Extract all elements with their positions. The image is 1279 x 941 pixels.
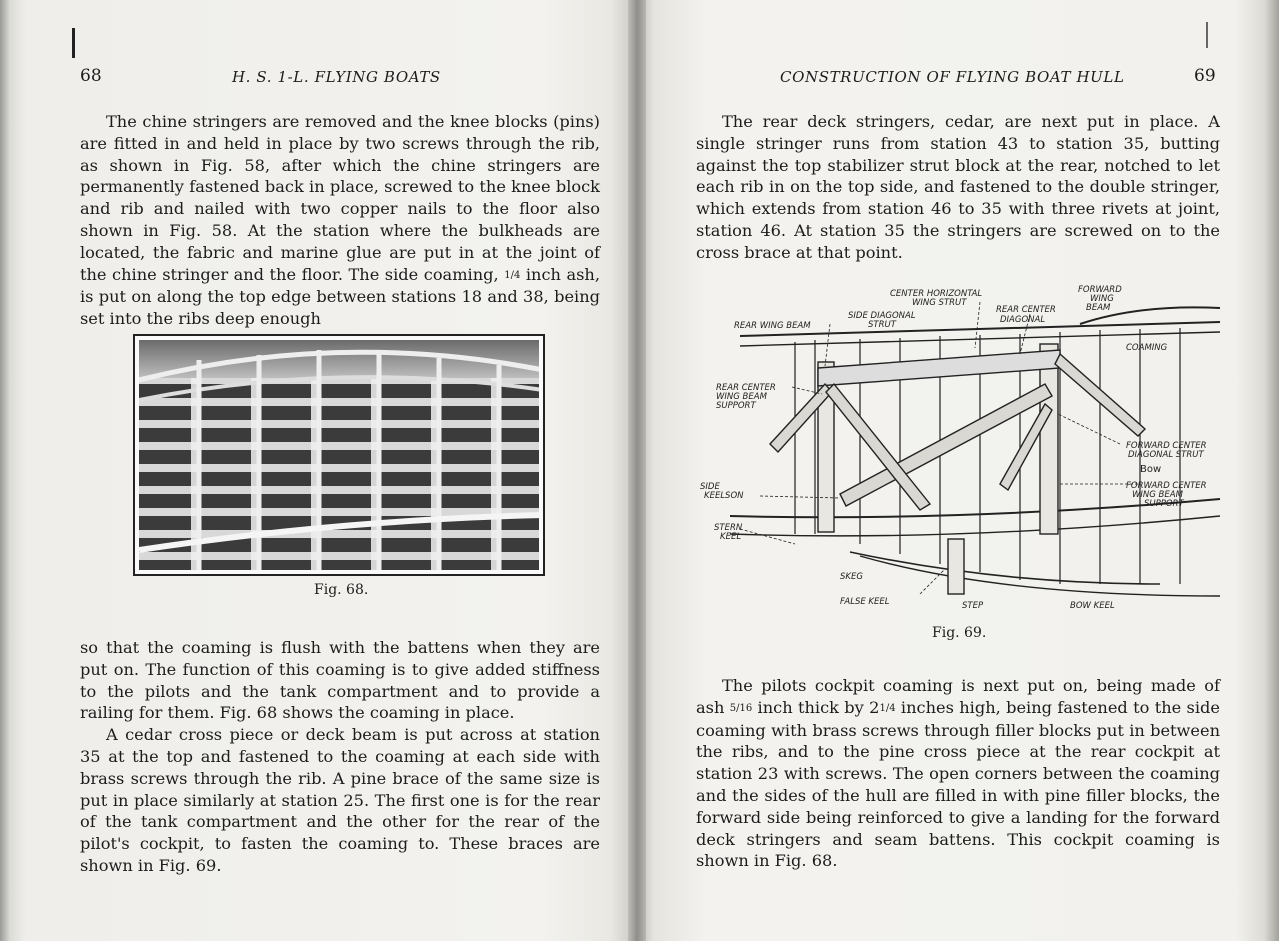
label-wing-beam: WING BEAM bbox=[716, 392, 767, 402]
running-head-left: H. S. 1-L. FLYING BOATS bbox=[232, 68, 441, 86]
fraction: 5/16 bbox=[729, 702, 753, 714]
page-number-right: 69 bbox=[1194, 66, 1216, 86]
left-para2-text: so that the coaming is flush with the battens when they are put on. The function of this coaming is to give added stiffness to the pilots and the tank compartment and to provide a railing for them. Fig. 68 shows the coaming in place. bbox=[80, 638, 600, 723]
label-wing-strut: WING STRUT bbox=[912, 298, 967, 308]
label-diagonal-strut: DIAGONAL STRUT bbox=[1128, 450, 1204, 460]
fraction: 1/4 bbox=[879, 702, 896, 714]
label-side: SIDE bbox=[700, 482, 720, 492]
left-paragraph-1 bbox=[80, 111, 600, 330]
label-rear-wing-beam: REAR WING BEAM bbox=[734, 321, 811, 331]
label-forward-center-2: FORWARD CENTER bbox=[1126, 481, 1207, 491]
label-stern: STERN bbox=[714, 523, 743, 533]
left-para1-end: inch ash, is put on along the top edge between stations 18 and 38, being set into the ribs deep enough bbox=[80, 264, 600, 329]
right-paragraph-2 bbox=[696, 675, 1220, 872]
label-skeg: SKEG bbox=[840, 572, 863, 582]
label-keelson: KEELSON bbox=[704, 491, 744, 501]
label-step: STEP bbox=[962, 601, 984, 611]
hull-framework-image bbox=[139, 340, 539, 570]
running-head-right: CONSTRUCTION OF FLYING BOAT HULL bbox=[780, 68, 1125, 86]
label-wing: WING bbox=[1090, 294, 1114, 304]
left-para3-text: A cedar cross piece or deck beam is put across at station 35 at the top and fastened to the coaming at each side with brass screws through the rib. A pine brace of the same size is put in place similarly at station 25. The first one is for the rear of the tank compartment and the other for the rear of the pilot's cockpit, to fasten the coaming to. These braces are shown in Fig. 69. bbox=[80, 725, 600, 875]
right-para1-text: The rear deck stringers, cedar, are next put in place. A single stringer runs from station 43 to station 35, butting against the top stabilizer strut block at the rear, notched to let each rib in on the top side, and fastened to the double stringer, which extends from station 46 to 35 with three rivets at joint, station 46. At station 35 the stringers are screwed on to the cross brace at that point. bbox=[696, 112, 1220, 262]
label-forward: FORWARD bbox=[1078, 285, 1122, 295]
label-forward-center: FORWARD CENTER bbox=[1126, 441, 1207, 451]
label-strut: STRUT bbox=[868, 320, 896, 330]
label-keel: KEEL bbox=[720, 532, 742, 542]
label-coaming: COAMING bbox=[1126, 343, 1168, 353]
figure-68-caption: Fig. 68. bbox=[314, 582, 369, 598]
figure-69-diagram bbox=[700, 284, 1230, 614]
label-rear-center-2: REAR CENTER bbox=[716, 383, 776, 393]
right-para2-mid: inch thick by 2 bbox=[757, 697, 880, 717]
left-paragraph-2 bbox=[80, 637, 600, 877]
scan-mark bbox=[72, 28, 75, 58]
label-support: SUPPORT bbox=[716, 401, 756, 411]
photo-framework-lines bbox=[139, 340, 539, 570]
label-side-diagonal: SIDE DIAGONAL bbox=[848, 311, 916, 321]
scan-mark bbox=[1206, 22, 1208, 48]
label-wing-beam-2: WING BEAM bbox=[1132, 490, 1183, 500]
label-center-horizontal: CENTER HORIZONTAL bbox=[890, 289, 983, 299]
page-number-left: 68 bbox=[80, 66, 102, 86]
right-paragraph-1 bbox=[696, 111, 1220, 264]
figure-69-caption: Fig. 69. bbox=[932, 625, 987, 641]
figure-68-photo bbox=[133, 334, 545, 576]
book-gutter bbox=[628, 0, 646, 941]
label-false-keel: FALSE KEEL bbox=[840, 597, 890, 607]
right-para2-end: inches high, being fastened to the side coaming with brass screws through filler blocks put in between the ribs, and to the pine cross piece at the rear cockpit at station 23 with screws. The open corners between the coaming and the sides of the hull are filled in with pine filler blocks, the forward side being reinforced to give a landing for the forward deck stringers and seam battens. This cockpit coaming is shown in Fig. 68. bbox=[696, 697, 1220, 871]
label-bow-keel: BOW KEEL bbox=[1070, 601, 1115, 611]
label-rear-center: REAR CENTER bbox=[996, 305, 1056, 315]
fraction: 1/4 bbox=[504, 269, 521, 281]
label-beam: BEAM bbox=[1086, 303, 1111, 313]
label-support-2: SUPPORT bbox=[1144, 499, 1184, 509]
left-para1-text: The chine stringers are removed and the knee blocks (pins) are fitted in and held in place by two screws through the rib, as shown in Fig. 58, after which the chine stringers are permanently fastened back in place, screwed to the knee block and rib and nailed with two copper nails to the floor also shown in Fig. 58. At the station where the bulkheads are located, the fabric and marine glue are put in at the joint of the chine stringer and the floor. The side coaming, bbox=[80, 112, 600, 284]
left-page bbox=[0, 0, 636, 941]
label-diagonal: DIAGONAL bbox=[1000, 315, 1046, 325]
label-bow: Bow bbox=[1140, 464, 1162, 475]
right-para2-start: The pilots cockpit coaming is next put on, being made of ash bbox=[696, 676, 1220, 717]
